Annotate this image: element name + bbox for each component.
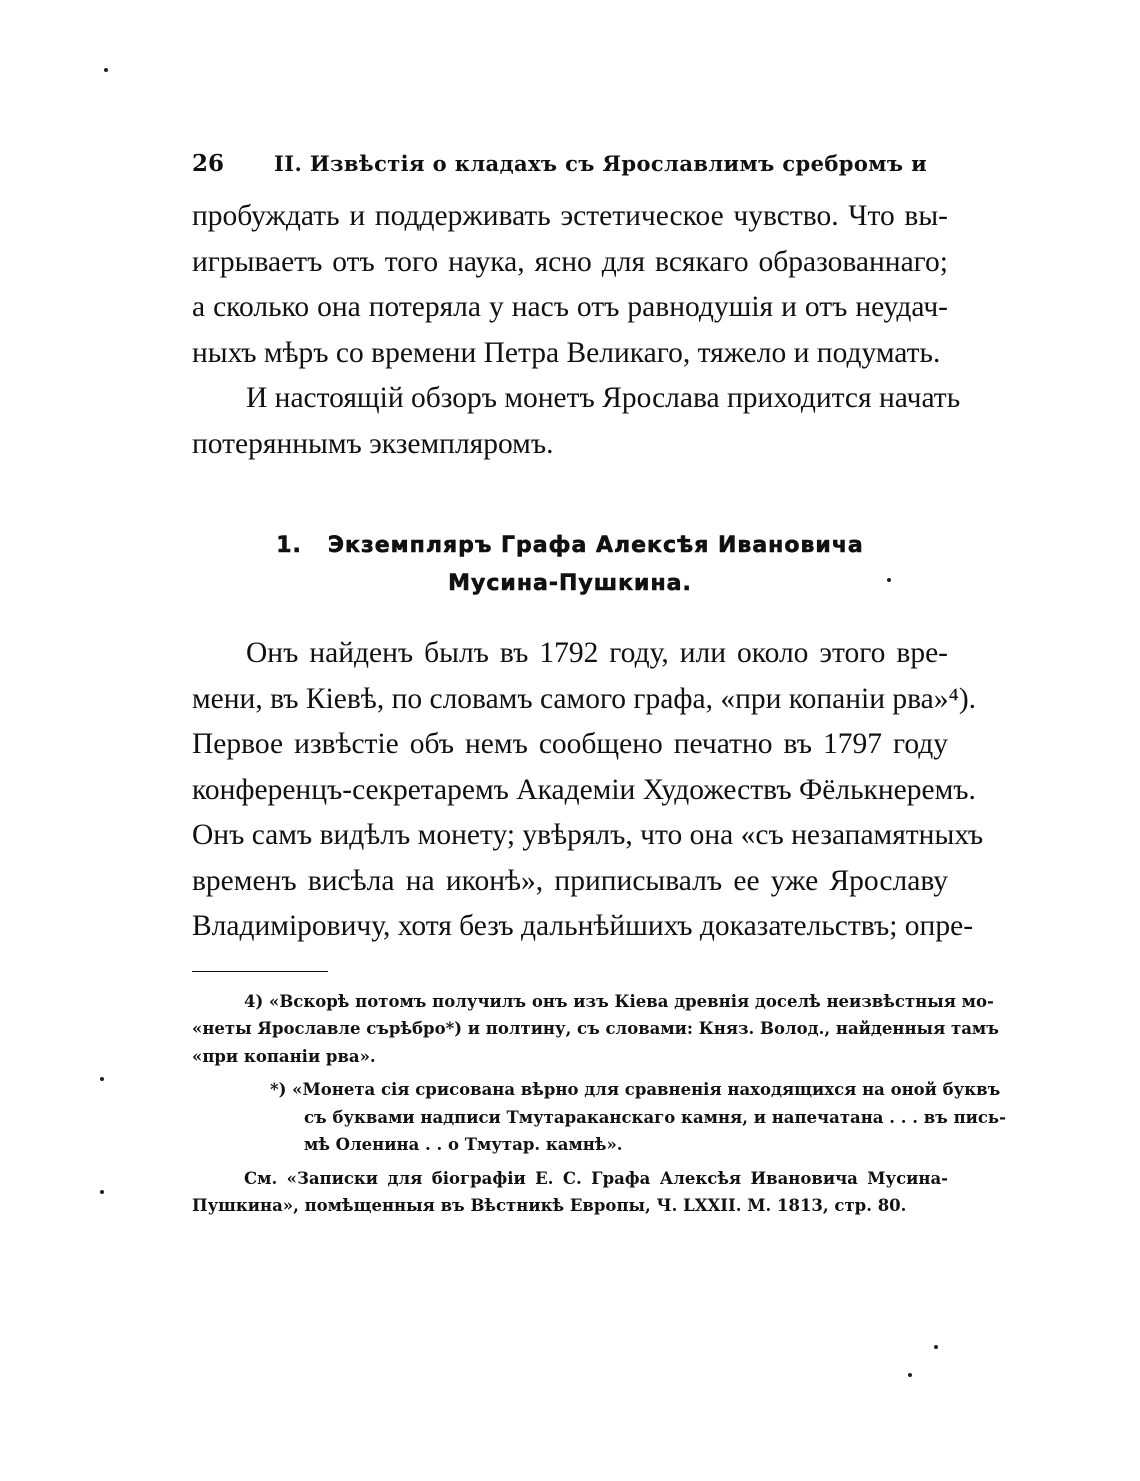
footnote-line: Пушкина», помѣщенныя въ Вѣстникѣ Европы, Ч. LXXII. М. 1813, стр. 80.: [192, 1196, 907, 1215]
section-number: 1.: [276, 533, 302, 558]
footnote-line: *) «Монета сія срисована вѣрно для сравненія находящихся на оной буквъ: [270, 1080, 1001, 1099]
text-line: ныхъ мѣръ со времени Петра Великаго, тяжело и подумать.: [192, 336, 941, 369]
scan-speck: [887, 578, 891, 582]
section-heading-line-1: [192, 527, 948, 565]
second-paragraph: [192, 376, 961, 467]
text-line: И настоящій обзоръ монетъ Ярослава приходится начать: [246, 382, 961, 414]
text-line: игрываетъ отъ того наука, ясно для всякаго образованнаго;: [192, 245, 948, 278]
section-heading: [192, 527, 948, 603]
footnote-line: «неты Ярославле сърѣбро*) и полтину, съ словами: Княз. Волод., найденныя тамъ: [192, 1019, 999, 1038]
text-line: Первое извѣстіе объ немъ сообщено печатно въ 1797 году: [192, 728, 948, 760]
text-line: Онъ найденъ былъ въ 1792 году, или около этого вре-: [246, 637, 948, 669]
footnote-line: мѣ Оленина . . о Тмутар. камнѣ».: [304, 1135, 623, 1154]
footnote-line: См. «Записки для біографіи Е. С. Графа Алексѣя Ивановича Мусина-: [244, 1168, 948, 1188]
section-heading-line-2: Мусина-Пушкина.: [448, 571, 692, 596]
footnote-line: 4) «Вскорѣ потомъ получилъ онъ изъ Кіева древнія доселѣ неизвѣстныя мо-: [244, 991, 994, 1011]
scan-speck: [934, 1345, 938, 1349]
text-line: временъ висѣла на иконѣ», приписывалъ ее уже Ярославу: [192, 864, 948, 897]
text-line: конференцъ-секретаремъ Академіи Художествъ Фёлькнеремъ.: [192, 773, 976, 806]
text-line: Онъ самъ видѣлъ монету; увѣрялъ, что она «съ незапамятныхъ: [192, 819, 984, 851]
text-line: пробуждать и поддерживать эстетическое чувство. Что вы-: [192, 200, 948, 232]
running-title: II. Извѣстія о кладахъ съ Ярославлимъ сребромъ и: [274, 151, 928, 176]
section-title-1: Экземпляръ Графа Алексѣя Ивановича: [327, 533, 864, 558]
footnote-reference: [192, 1165, 948, 1220]
scan-speck: [100, 1190, 104, 1194]
running-head: [192, 150, 948, 188]
footnote-line: «при копаніи рва».: [192, 1046, 376, 1066]
intro-paragraph: [192, 194, 948, 376]
footnote-star: [192, 1076, 1006, 1159]
text-line: потеряннымъ экземпляромъ.: [192, 427, 554, 460]
footnote-divider: [192, 971, 328, 972]
footnote-4: [192, 988, 999, 1071]
footnote-line: съ буквами надписи Тмутараканскаго камня, и напечатана . . . въ пись-: [304, 1107, 1006, 1127]
scan-speck: [104, 68, 108, 72]
scan-speck: [100, 1077, 104, 1081]
document-page: [192, 150, 1006, 1220]
scan-speck: [908, 1373, 912, 1377]
page-number: 26: [192, 150, 225, 177]
footnotes: [192, 988, 1006, 1220]
section-paragraph: [192, 631, 984, 950]
text-line: мени, въ Кіевѣ, по словамъ самого графа, «при копаніи рва»⁴).: [192, 682, 977, 715]
text-line: Владиміровичу, хотя безъ дальнѣйшихъ доказательствъ; опре-: [192, 910, 974, 942]
text-line: а сколько она потеряла у насъ отъ равнодушія и отъ неудач-: [192, 291, 948, 323]
